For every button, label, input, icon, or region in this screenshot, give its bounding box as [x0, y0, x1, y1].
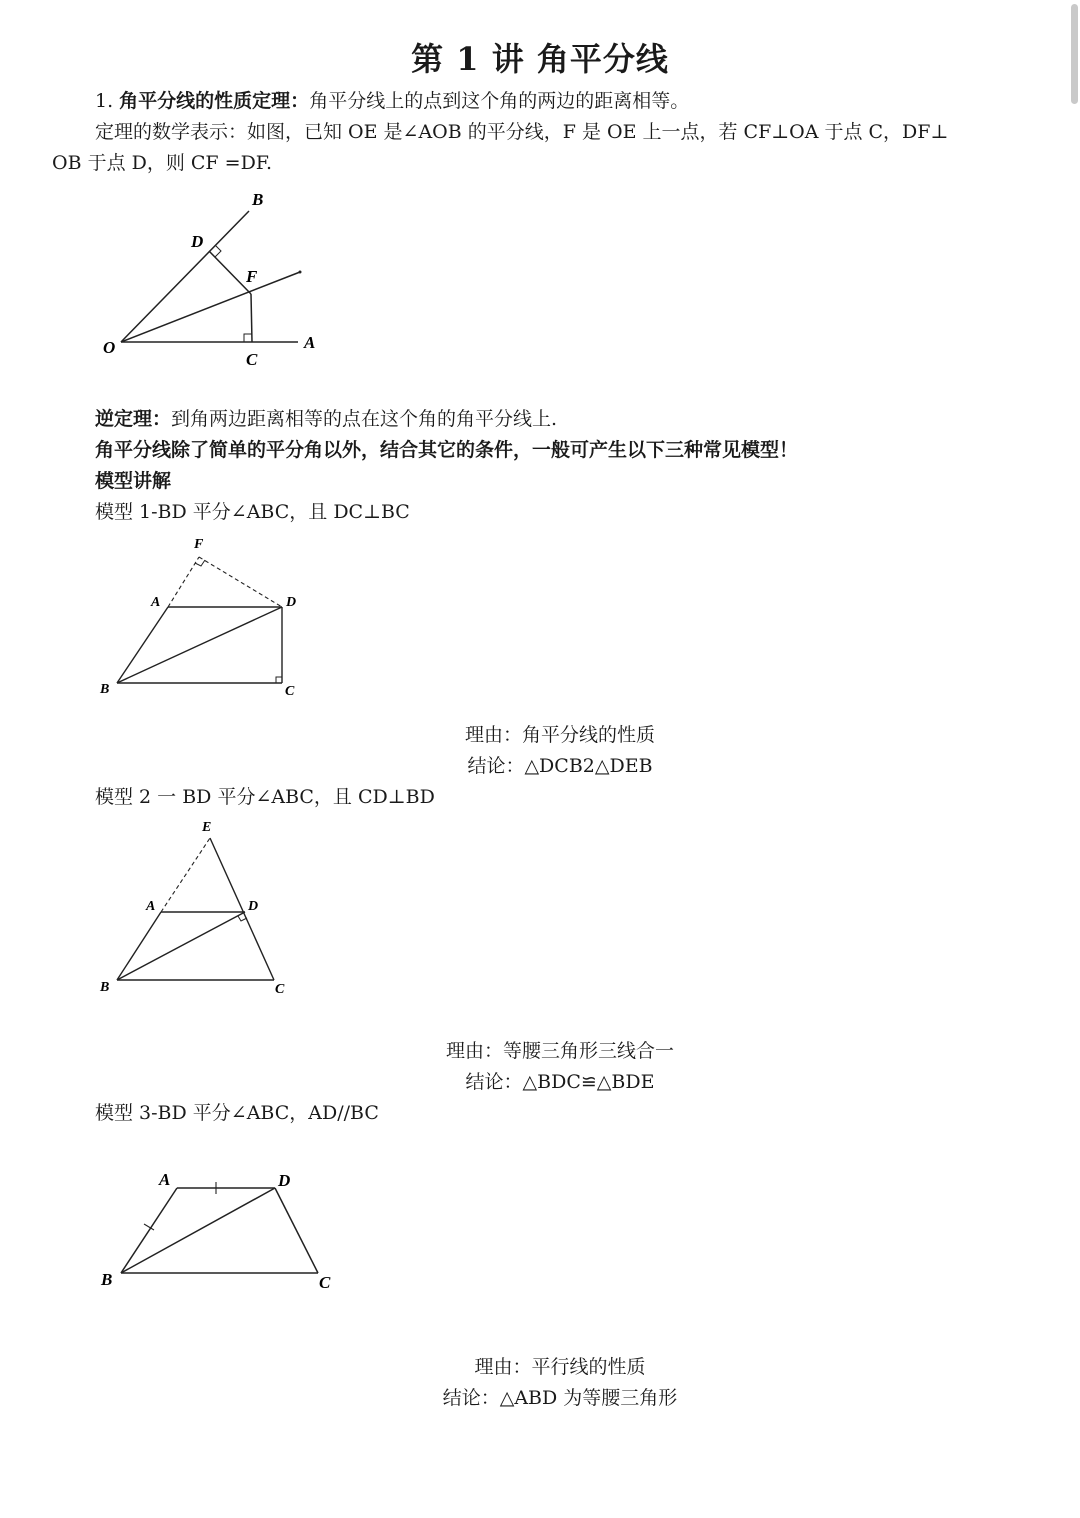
- right-angle-mark-f: [195, 560, 205, 566]
- theorem-math-line-2: OB 于点 D，则 CF =DF.: [52, 152, 273, 174]
- label-c: C: [319, 1273, 331, 1292]
- label-b: B: [100, 682, 110, 697]
- figure-angle-bisector: [95, 185, 335, 375]
- segment-fc: [251, 294, 252, 342]
- theorem-math-line-1: 定理的数学表示：如图，已知 OE 是∠AOB 的平分线，F 是 OE 上一点，若 CF⊥OA 于点 C，DF⊥: [95, 121, 949, 143]
- dashed-af: [168, 557, 199, 607]
- model3-reason: 理由：平行线的性质: [474, 1356, 646, 1378]
- model2-title: 模型 2 一 BD 平分∠ABC，且 CD⊥BD: [95, 786, 435, 808]
- model1-reason: 理由：角平分线的性质: [464, 724, 655, 746]
- label-a: A: [304, 333, 316, 352]
- label-a: A: [151, 595, 161, 610]
- label-c: C: [285, 684, 295, 699]
- label-d: D: [191, 232, 204, 251]
- model3-conclusion: 结论：△ABD 为等腰三角形: [442, 1387, 678, 1409]
- intro-text: 角平分线除了简单的平分角以外，结合其它的条件，一般可产生以下三种常见模型！: [95, 439, 799, 461]
- figure-model-3: [95, 1160, 355, 1300]
- right-angle-mark-c: [244, 334, 252, 342]
- model3-title: 模型 3-BD 平分∠ABC，AD//BC: [95, 1102, 379, 1124]
- converse-text: 到角两边距离相等的点在这个角的角平分线上.: [171, 408, 558, 430]
- theorem-line: [95, 86, 689, 116]
- dashed-fd: [199, 557, 282, 607]
- segment-ba: [121, 1188, 177, 1273]
- theorem-text: 角平分线上的点到这个角的两边的距离相等。: [309, 90, 690, 112]
- label-a: A: [159, 1170, 171, 1189]
- segment-dc: [275, 1188, 318, 1273]
- right-angle-mark-c: [276, 677, 282, 683]
- label-d: D: [248, 899, 259, 914]
- converse-line: [95, 404, 557, 434]
- label-d: D: [286, 595, 297, 610]
- segment-bd: [117, 912, 245, 980]
- models-heading: 模型讲解: [95, 470, 172, 492]
- label-f: F: [194, 537, 204, 552]
- label-c: C: [275, 982, 285, 997]
- label-e: E: [202, 820, 212, 835]
- right-angle-mark-d: [215, 245, 221, 257]
- segment-ec: [210, 838, 274, 980]
- figure-model-2: [95, 815, 305, 1000]
- ray-ob: [121, 211, 249, 342]
- page-title: 第 1 讲 角平分线: [411, 40, 669, 78]
- label-b: B: [100, 980, 110, 995]
- theorem-heading: 角平分线的性质定理：: [119, 90, 310, 112]
- label-d: D: [278, 1171, 291, 1190]
- label-b: B: [252, 190, 264, 209]
- label-a: A: [146, 899, 156, 914]
- dashed-ae: [161, 838, 210, 912]
- label-o: O: [103, 338, 116, 357]
- label-b: B: [101, 1270, 113, 1289]
- converse-heading: 逆定理：: [95, 408, 172, 430]
- segment-bd: [121, 1188, 275, 1273]
- label-c: C: [246, 350, 258, 369]
- figure-model-1: [95, 530, 315, 705]
- segment-df: [209, 251, 251, 294]
- model1-conclusion: 结论：△DCB2△DEB: [467, 755, 653, 777]
- model2-reason: 理由：等腰三角形三线合一: [445, 1040, 674, 1062]
- segment-ba: [117, 912, 161, 980]
- model1-title: 模型 1-BD 平分∠ABC，且 DC⊥BC: [95, 501, 410, 523]
- label-f: F: [246, 267, 258, 286]
- ray-oe: [121, 272, 300, 342]
- model2-conclusion: 结论：△BDC≌△BDE: [465, 1071, 655, 1093]
- theorem-number: 1.: [95, 90, 120, 112]
